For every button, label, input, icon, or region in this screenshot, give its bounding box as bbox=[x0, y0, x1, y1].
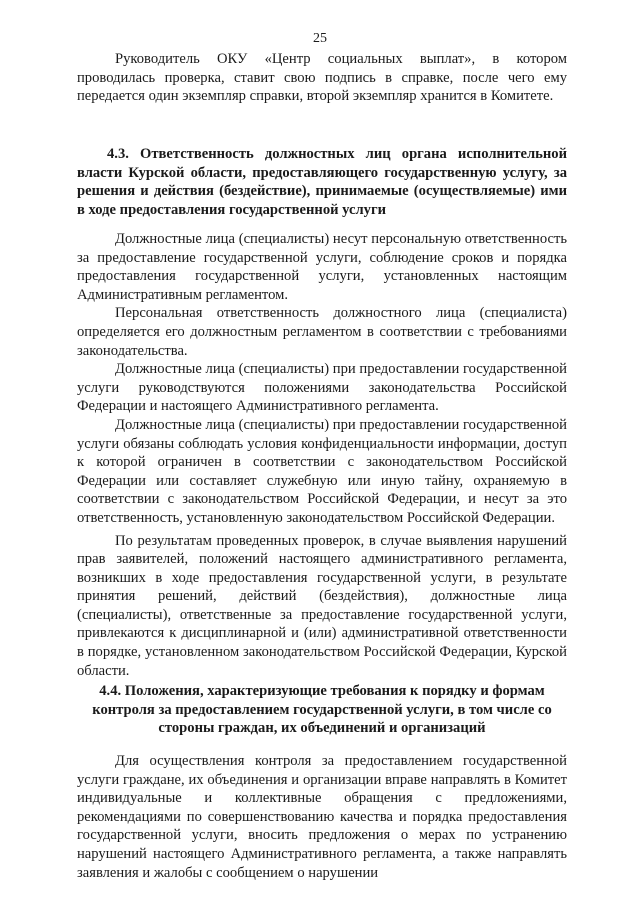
section-4-3-paragraph: Должностные лица (специалисты) несут персональную ответственность за предоставление государственной услуги, соблюдение сроков и порядка предоставления государственной услуги, установленных настоящим Административным регламентом. bbox=[77, 231, 567, 303]
section-4-3-body bbox=[77, 230, 567, 680]
section-4-3-paragraph: Должностные лица (специалисты) при предоставлении государственной услуги руководствуются положениями законодательства Российской Федерации и настоящего Административного регламента. bbox=[77, 361, 567, 415]
section-4-3-heading: 4.3. Ответственность должностных лиц органа исполнительной власти Курской области, предоставляющего государственную услугу, за решения и действия (бездействие), принимаемые (осуществляемые) ими в ходе предоставления государственной услуги bbox=[77, 146, 567, 218]
section-4-3-paragraph: Персональная ответственность должностного лица (специалиста) определяется его должностным регламентом в соответствии с требованиями законодательства. bbox=[77, 305, 567, 359]
intro-paragraph: Руководитель ОКУ «Центр социальных выплат», в котором проводилась проверка, ставит свою подпись в справке, после чего ему передается один экземпляр справки, второй экземпляр хранится в Комитете. bbox=[77, 51, 567, 105]
section-4-4-paragraph: Для осуществления контроля за предоставлением государственной услуги граждане, их объединения и организации вправе направлять в Комитет индивидуальные и коллективные обращения с предложениями, рекомендациями по совершенствованию качества и порядка предоставления государственной услуги, вносить предложения о мерах по устранению нарушений настоящего Административного регламента, а также направлять заявления и жалобы с сообщением о нарушении bbox=[77, 753, 567, 881]
section-4-3-paragraph: Должностные лица (специалисты) при предоставлении государственной услуги обязаны соблюдать условия конфиденциальности информации, доступ к которой ограничен в соответствии с законодательством Российской Федерации или составляет служебную или иную тайну, охраняемую в соответствии с законодательством Российской Федерации, и несут за это ответственность, установленную законодательством Российской Федерации. bbox=[77, 416, 567, 526]
section-4-3-paragraph: По результатам проведенных проверок, в случае выявления нарушений прав заявителей, положений настоящего административного регламента, возникших в ходе предоставления государственной услуги, в результате принятия решений, действий (бездействия), должностные лица (специалисты), ответственные за предоставление государственной услуги, привлекаются к дисциплинарной и (или) административной ответственности в порядке, установленном законодательством Российской Федерации, Курской области. bbox=[77, 532, 567, 679]
section-4-4-heading-block bbox=[77, 682, 567, 738]
section-4-4-heading: 4.4. Положения, характеризующие требования к порядку и формам контроля за предоставлением государственной услуги, в том числе со стороны граждан, их объединений и организаций bbox=[92, 683, 552, 737]
section-4-4-body bbox=[77, 752, 567, 882]
section-4-3-heading-block bbox=[77, 145, 567, 219]
intro-block bbox=[77, 50, 567, 106]
page-number: 25 bbox=[313, 31, 327, 46]
